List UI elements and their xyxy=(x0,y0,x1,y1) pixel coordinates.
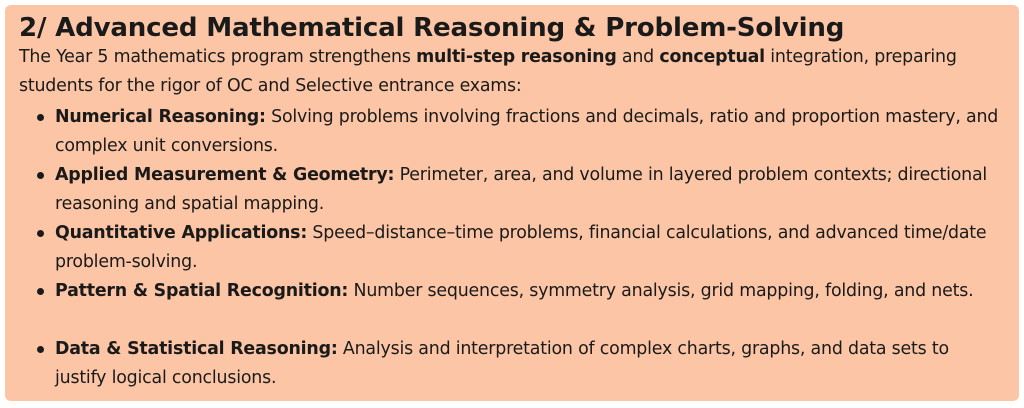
intro-text-2: and xyxy=(616,47,660,67)
list-item xyxy=(19,277,1003,335)
list-item xyxy=(19,219,1003,277)
list-item xyxy=(19,103,1003,161)
list-item xyxy=(19,335,1003,393)
list-item-term: Pattern & Spatial Recognition: xyxy=(55,281,349,301)
list-item-text: Speed–distance–time problems, financial calculations, and advanced time/date problem-solving. xyxy=(55,223,987,272)
section-heading: 2/ Advanced Mathematical Reasoning & Problem-Solving xyxy=(19,13,845,43)
list-item xyxy=(19,161,1003,219)
list-item-text: Solving problems involving fractions and decimals, ratio and proportion mastery, and complex unit conversions. xyxy=(55,107,999,156)
intro-emphasis-2: conceptual xyxy=(659,47,765,67)
bullet-icon xyxy=(37,172,44,179)
intro-paragraph xyxy=(19,43,1009,101)
bullet-icon xyxy=(37,346,44,353)
list-item-text: Perimeter, area, and volume in layered problem contexts; directional reasoning and spatial mapping. xyxy=(55,165,988,214)
bullet-icon xyxy=(37,288,44,295)
intro-text-1: The Year 5 mathematics program strengthens xyxy=(19,47,417,67)
list-item-term: Quantitative Applications: xyxy=(55,223,308,243)
bullet-icon xyxy=(37,230,44,237)
intro-text-3: integration, preparing students for the rigor of OC and Selective entrance exams: xyxy=(19,47,957,96)
bullet-list xyxy=(19,103,1019,393)
list-item-text: Number sequences, symmetry analysis, grid mapping, folding, and nets. xyxy=(348,281,974,301)
list-item-term: Applied Measurement & Geometry: xyxy=(55,165,395,185)
content-card xyxy=(5,5,1019,401)
list-item-term: Numerical Reasoning: xyxy=(55,107,266,127)
intro-emphasis-1: multi-step reasoning xyxy=(416,47,617,67)
list-item-text: Analysis and interpretation of complex charts, graphs, and data sets to justify logical conclusions. xyxy=(55,339,949,388)
list-item-term: Data & Statistical Reasoning: xyxy=(55,339,338,359)
bullet-icon xyxy=(37,114,44,121)
